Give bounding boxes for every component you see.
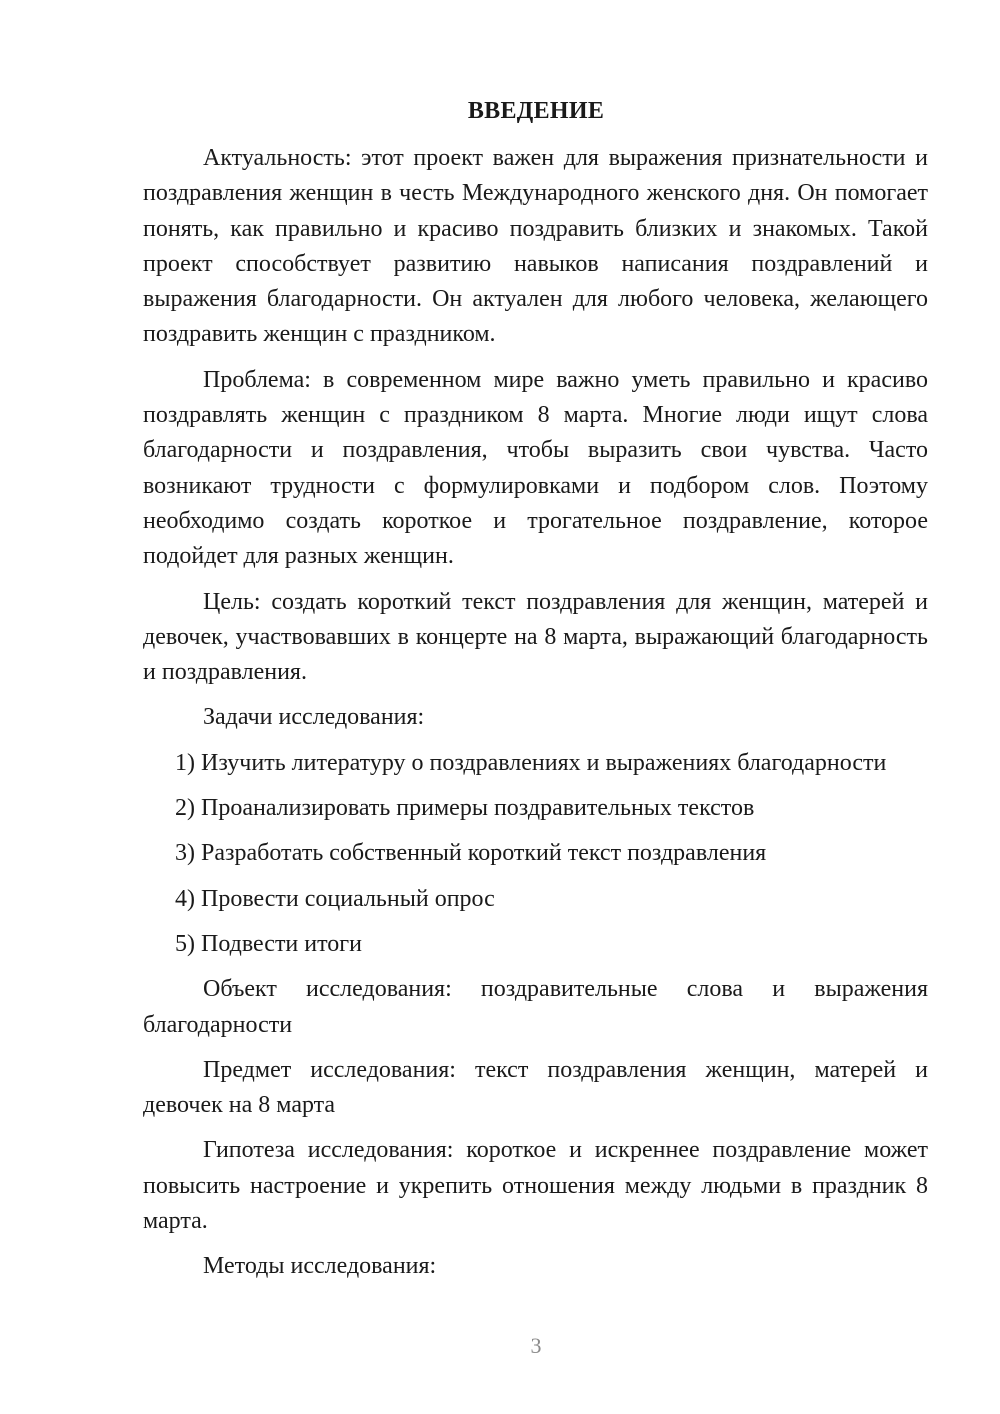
paragraph-relevance: Актуальность: этот проект важен для выражения признательности и поздравления женщин в честь Международного женского дня. Он помогает понять, как правильно и красиво поздравить близких и знакомых. Такой проект способствует развитию навыков написания поздравлений и выражения благодарности. Он актуален для любого человека, желающего поздравить женщин с праздником. (143, 145, 928, 348)
task-item: 3) Разработать собственный короткий текст поздравления (175, 840, 767, 867)
task-item: 4) Провести социальный опрос (175, 885, 495, 912)
task-item: 5) Подвести итоги (175, 930, 362, 957)
paragraph-subject: Предмет исследования: текст поздравления женщин, матерей и девочек на 8 марта (143, 1056, 928, 1119)
paragraph-hypothesis: Гипотеза исследования: короткое и искреннее поздравление может повысить настроение и укрепить отношения между людьми в праздник 8 марта. (143, 1137, 928, 1235)
page-number: 3 (530, 1333, 542, 1358)
task-item: 1) Изучить литературу о поздравлениях и выражениях благодарности (175, 749, 887, 776)
paragraph-object: Объект исследования: поздравительные слова и выражения благодарности (143, 976, 928, 1038)
section-heading: ВВЕДЕНИЕ (467, 98, 605, 124)
document-body (143, 141, 928, 1295)
paragraph-problem: Проблема: в современном мире важно уметь правильно и красиво поздравлять женщин с праздником 8 марта. Многие люди ищут слова благодарности и поздравления, чтобы выразить свои чувства. Часто возникают трудности с формулировками и подбором слов. Поэтому необходимо создать короткое и трогательное поздравление, которое подойдет для разных женщин. (143, 366, 928, 570)
paragraph-tasks-label: Задачи исследования: (203, 704, 425, 731)
paragraph-methods-label: Методы исследования: (203, 1253, 437, 1280)
paragraph-goal: Цель: создать короткий текст поздравления для женщин, матерей и девочек, участвовавших в концерте на 8 марта, выражающий благодарность и поздравления. (143, 588, 928, 686)
task-item: 2) Проанализировать примеры поздравительных текстов (175, 795, 755, 822)
